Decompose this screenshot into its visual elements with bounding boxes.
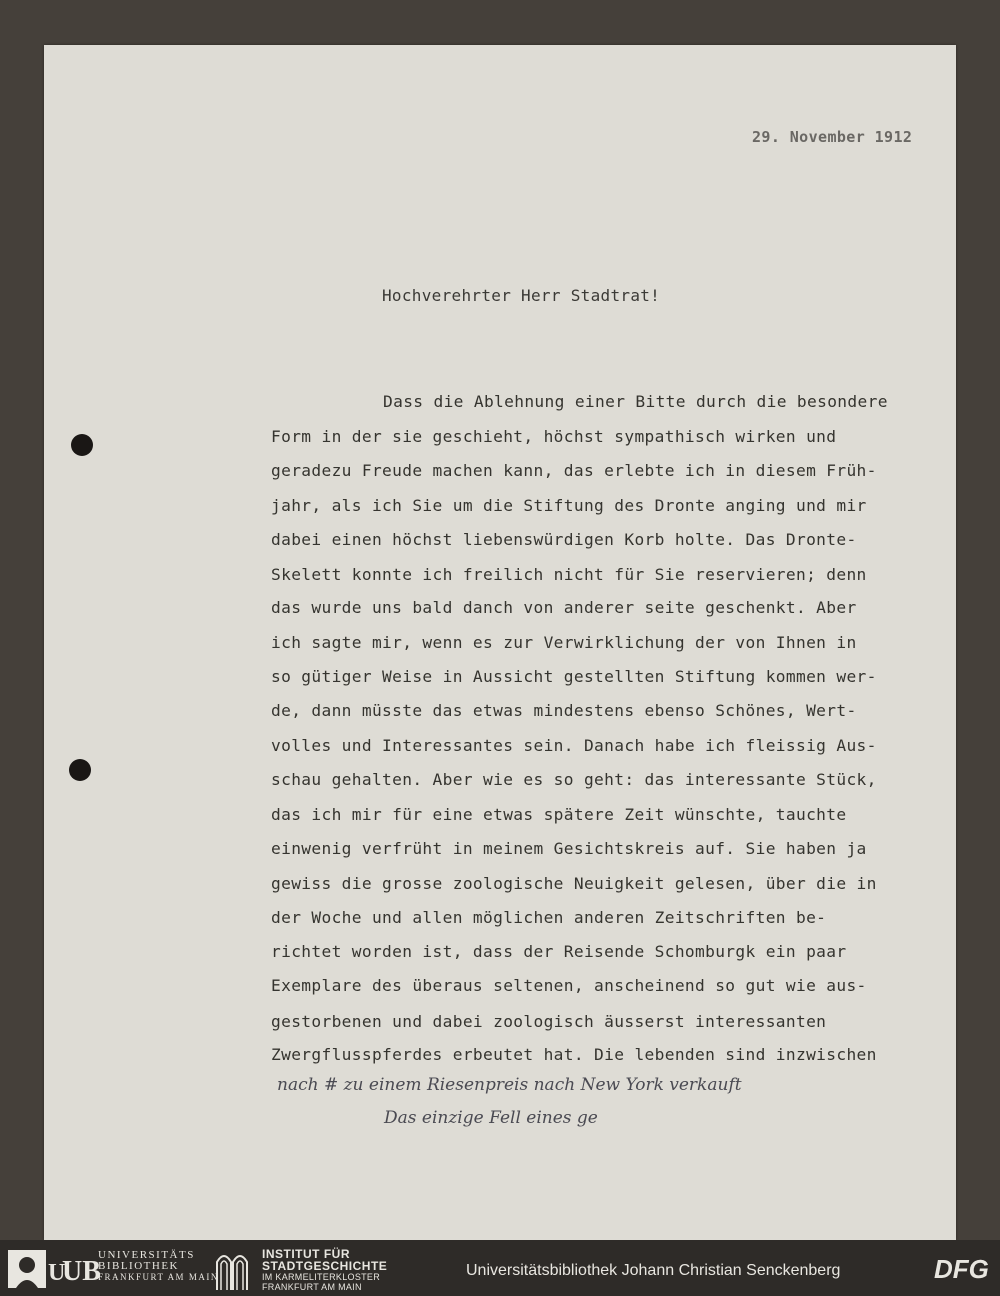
institute-line-4: FRANKFURT AM MAIN: [262, 1282, 362, 1292]
footer-title: Universitätsbibliothek Johann Christian Senckenberg: [466, 1262, 841, 1279]
handwritten-note-line: Das einzige Fell eines ge: [384, 1108, 598, 1128]
body-line: jahr, als ich Sie um die Stiftung des Dronte anging und mir: [271, 496, 867, 515]
ub-wordmark: [98, 1250, 219, 1283]
ub-letters-icon: [60, 1250, 101, 1288]
body-line: Zwergflusspferdes erbeutet hat. Die lebenden sind inzwischen: [271, 1045, 877, 1064]
ub-line-3: FRANKFURT AM MAIN: [98, 1272, 219, 1282]
body-line: Skelett konnte ich freilich nicht für Sie reservieren; denn: [271, 565, 867, 584]
punch-hole-top: [71, 434, 93, 456]
institute-line-2: STADTGESCHICHTE: [262, 1259, 388, 1273]
body-line: Exemplare des überaus seltenen, anscheinend so gut wie aus-: [271, 976, 867, 995]
dfg-logo: [934, 1254, 992, 1282]
institute-arches-icon: [214, 1248, 250, 1290]
ub-logo-icon: [8, 1250, 66, 1288]
body-line: schau gehalten. Aber wie es so geht: das interessante Stück,: [271, 770, 877, 789]
body-line: dabei einen höchst liebenswürdigen Korb holte. Das Dronte-: [271, 530, 857, 549]
letter-date: 29. November 1912: [752, 128, 913, 146]
body-line: ich sagte mir, wenn es zur Verwirklichung der von Ihnen in: [271, 633, 857, 652]
body-line: Dass die Ablehnung einer Bitte durch die besondere: [383, 392, 888, 411]
handwritten-note-line: nach # zu einem Riesenpreis nach New York verkauft: [277, 1075, 742, 1095]
ub-line-1: UNIVERSITÄTS: [98, 1249, 195, 1261]
institute-line-3: IM KARMELITERKLOSTER: [262, 1272, 381, 1282]
body-line: gestorbenen und dabei zoologisch äusserst interessanten: [271, 1012, 827, 1031]
body-line: gewiss die grosse zoologische Neuigkeit gelesen, über die in: [271, 874, 877, 893]
body-line: geradezu Freude machen kann, das erlebte ich in diesem Früh-: [271, 461, 877, 480]
body-line: richtet worden ist, dass der Reisende Schomburgk ein paar: [271, 942, 847, 961]
body-line: so gütiger Weise in Aussicht gestellten Stiftung kommen wer-: [271, 667, 877, 686]
institute-wordmark: [262, 1248, 387, 1292]
ub-line-2: BIBLIOTHEK: [98, 1260, 179, 1272]
body-line: der Woche und allen möglichen anderen Zeitschriften be-: [271, 908, 827, 927]
punch-hole-bottom: [69, 759, 91, 781]
svg-text:UB: UB: [62, 1256, 101, 1287]
body-line: de, dann müsste das etwas mindestens ebenso Schönes, Wert-: [271, 701, 857, 720]
footer-bar: [0, 1240, 1000, 1296]
institute-line-1: INSTITUT FÜR: [262, 1247, 350, 1261]
svg-text:DFG: DFG: [934, 1254, 989, 1284]
salutation: Hochverehrter Herr Stadtrat!: [382, 286, 661, 305]
body-line: volles und Interessantes sein. Danach habe ich fleissig Aus-: [271, 736, 877, 755]
svg-text:U: U: [48, 1260, 66, 1286]
body-line: einwenig verfrüht in meinem Gesichtskreis auf. Sie haben ja: [271, 839, 867, 858]
body-line: Form in der sie geschieht, höchst sympathisch wirken und: [271, 427, 837, 446]
body-line: das wurde uns bald danch von anderer seite geschenkt. Aber: [271, 598, 857, 617]
body-line: das ich mir für eine etwas spätere Zeit wünschte, tauchte: [271, 805, 847, 824]
